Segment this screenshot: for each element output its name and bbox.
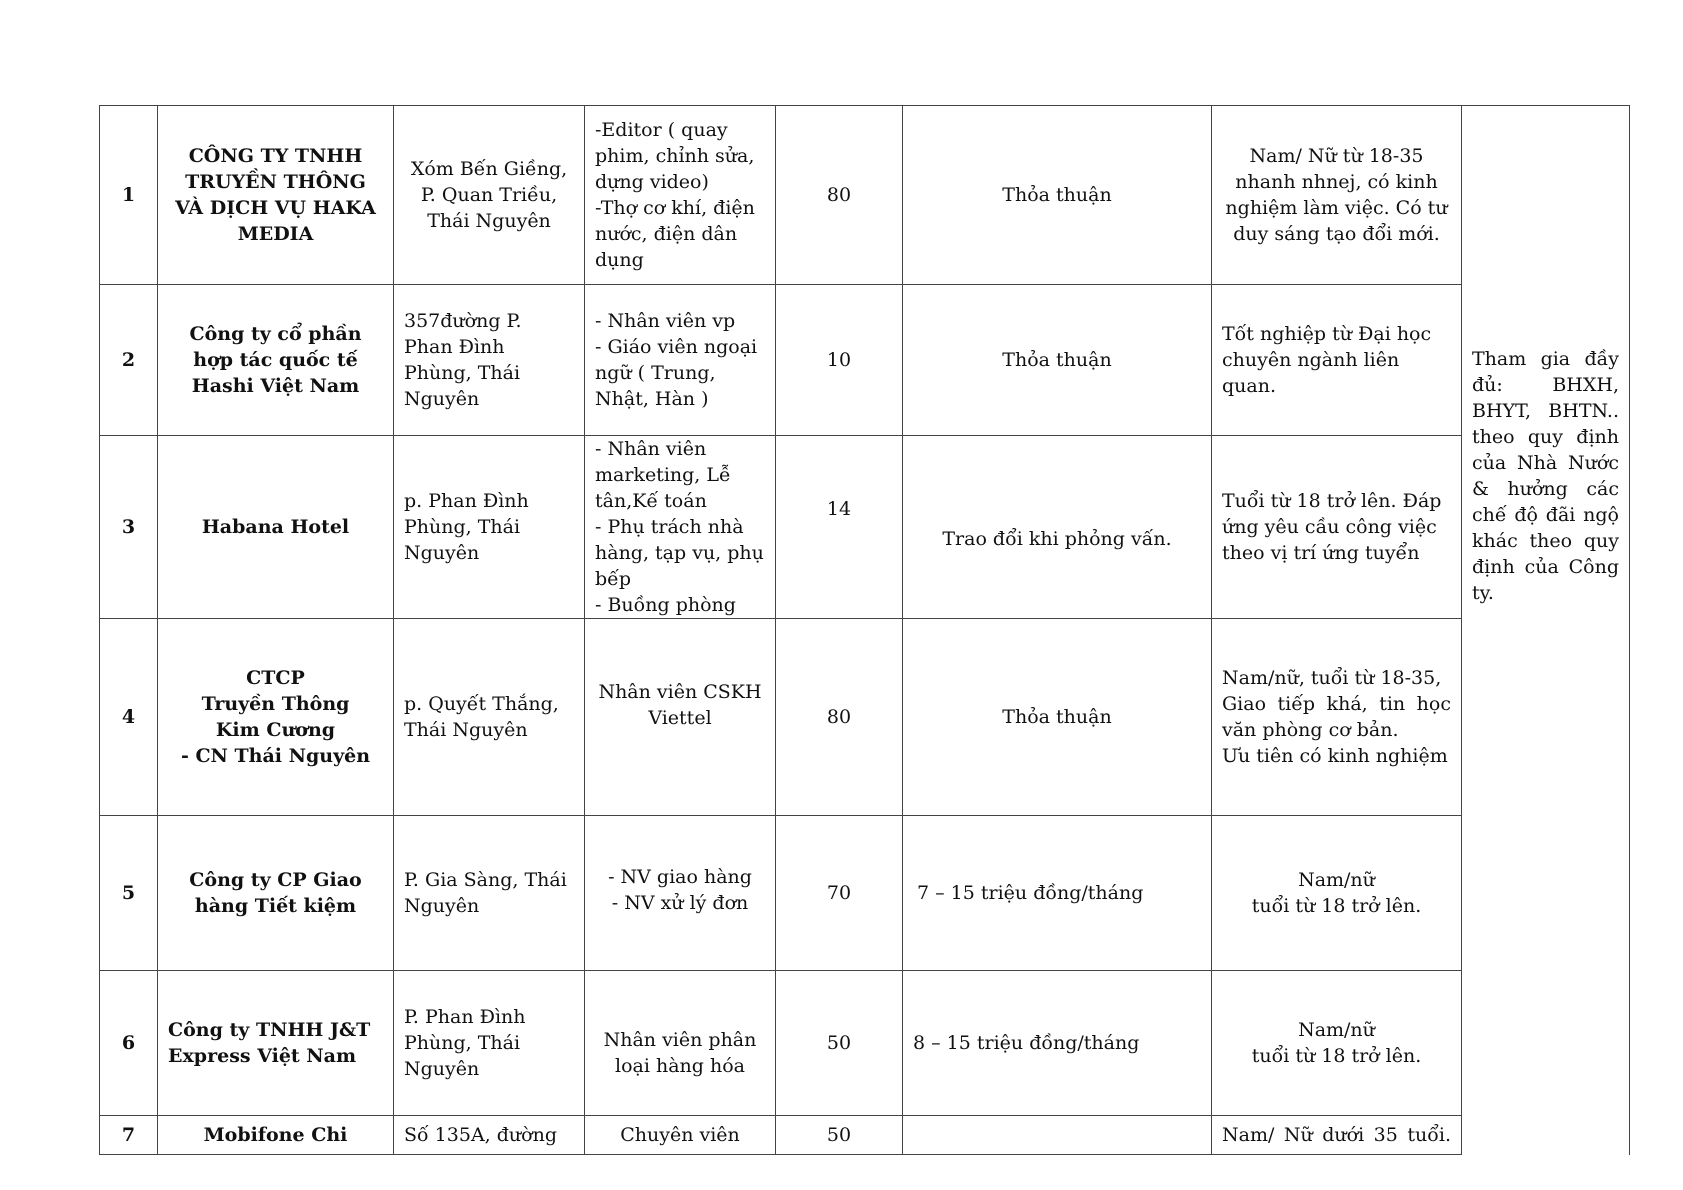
- row-number: 6: [100, 971, 158, 1116]
- table-row: [100, 106, 1630, 285]
- salary: 7 – 15 triệu đồng/tháng: [903, 816, 1212, 971]
- table-row: [100, 436, 1630, 619]
- company-name: CTCP Truyền Thông Kim Cương - CN Thái Nguyên: [158, 619, 394, 816]
- job-positions: - Nhân viên marketing, Lễ tân,Kế toán - Phụ trách nhà hàng, tạp vụ, phụ bếp - Buồng phòng: [585, 436, 776, 619]
- company-address: p. Quyết Thắng, Thái Nguyên: [394, 619, 585, 816]
- row-number: 1: [100, 106, 158, 285]
- company-name: CÔNG TY TNHH TRUYỀN THÔNG VÀ DỊCH VỤ HAKA MEDIA: [158, 106, 394, 285]
- company-address: Xóm Bến Giềng, P. Quan Triều, Thái Nguyên: [394, 106, 585, 285]
- requirements: Tuổi từ 18 trở lên. Đáp ứng yêu cầu công việc theo vị trí ứng tuyển: [1212, 436, 1462, 619]
- company-address: P. Phan Đình Phùng, Thái Nguyên: [394, 971, 585, 1116]
- job-positions: Nhân viên phân loại hàng hóa: [585, 971, 776, 1116]
- salary: Thỏa thuận: [903, 285, 1212, 436]
- row-number: 5: [100, 816, 158, 971]
- job-quantity: 70: [776, 816, 903, 971]
- requirements: Nam/nữ tuổi từ 18 trở lên.: [1212, 971, 1462, 1116]
- company-name: Công ty TNHH J&T Express Việt Nam: [158, 971, 394, 1116]
- company-address: p. Phan Đình Phùng, Thái Nguyên: [394, 436, 585, 619]
- job-positions: Nhân viên CSKH Viettel: [585, 619, 776, 816]
- job-quantity: 80: [776, 106, 903, 285]
- requirements: Tốt nghiệp từ Đại học chuyên ngành liên quan.: [1212, 285, 1462, 436]
- salary: 8 – 15 triệu đồng/tháng: [903, 971, 1212, 1116]
- job-quantity: 50: [776, 1116, 903, 1155]
- job-positions: -Editor ( quay phim, chỉnh sửa, dựng video) -Thợ cơ khí, điện nước, điện dân dụng: [585, 106, 776, 285]
- company-name: Mobifone Chi: [158, 1116, 394, 1155]
- table-row: [100, 619, 1630, 816]
- requirements: Nam/ Nữ từ 18-35 nhanh nhnej, có kinh nghiệm làm việc. Có tư duy sáng tạo đổi mới.: [1212, 106, 1462, 285]
- company-name: Công ty cổ phần hợp tác quốc tế Hashi Việt Nam: [158, 285, 394, 436]
- recruitment-table: [99, 105, 1630, 1155]
- job-quantity: 10: [776, 285, 903, 436]
- job-positions: Chuyên viên: [585, 1116, 776, 1155]
- job-positions: - NV giao hàng - NV xử lý đơn: [585, 816, 776, 971]
- company-address: P. Gia Sàng, Thái Nguyên: [394, 816, 585, 971]
- job-positions: - Nhân viên vp - Giáo viên ngoại ngữ ( Trung, Nhật, Hàn ): [585, 285, 776, 436]
- row-number: 3: [100, 436, 158, 619]
- requirements: Nam/ Nữ dưới 35 tuổi.: [1212, 1116, 1462, 1155]
- company-address: 357đường P. Phan Đình Phùng, Thái Nguyên: [394, 285, 585, 436]
- table-row: [100, 1116, 1630, 1155]
- company-name: Habana Hotel: [158, 436, 394, 619]
- salary: Thỏa thuận: [903, 106, 1212, 285]
- row-number: 4: [100, 619, 158, 816]
- company-name: Công ty CP Giao hàng Tiết kiệm: [158, 816, 394, 971]
- row-number: 7: [100, 1116, 158, 1155]
- table-row: [100, 816, 1630, 971]
- job-quantity: 14: [776, 436, 903, 619]
- company-address: Số 135A, đường: [394, 1116, 585, 1155]
- table-row: [100, 285, 1630, 436]
- salary: Thỏa thuận: [903, 619, 1212, 816]
- salary: [903, 1116, 1212, 1155]
- benefits: Tham gia đầy đủ: BHXH, BHYT, BHTN.. theo quy định của Nhà Nước & hưởng các chế độ đãi ngộ khác theo quy định của Công ty.: [1462, 106, 1630, 1155]
- job-quantity: 80: [776, 619, 903, 816]
- requirements: Nam/nữ, tuổi từ 18-35, Giao tiếp khá, tin học văn phòng cơ bản. Ưu tiên có kinh nghiệm: [1212, 619, 1462, 816]
- job-quantity: 50: [776, 971, 903, 1116]
- table-row: [100, 971, 1630, 1116]
- requirements: Nam/nữ tuổi từ 18 trở lên.: [1212, 816, 1462, 971]
- salary: Trao đổi khi phỏng vấn.: [903, 436, 1212, 619]
- row-number: 2: [100, 285, 158, 436]
